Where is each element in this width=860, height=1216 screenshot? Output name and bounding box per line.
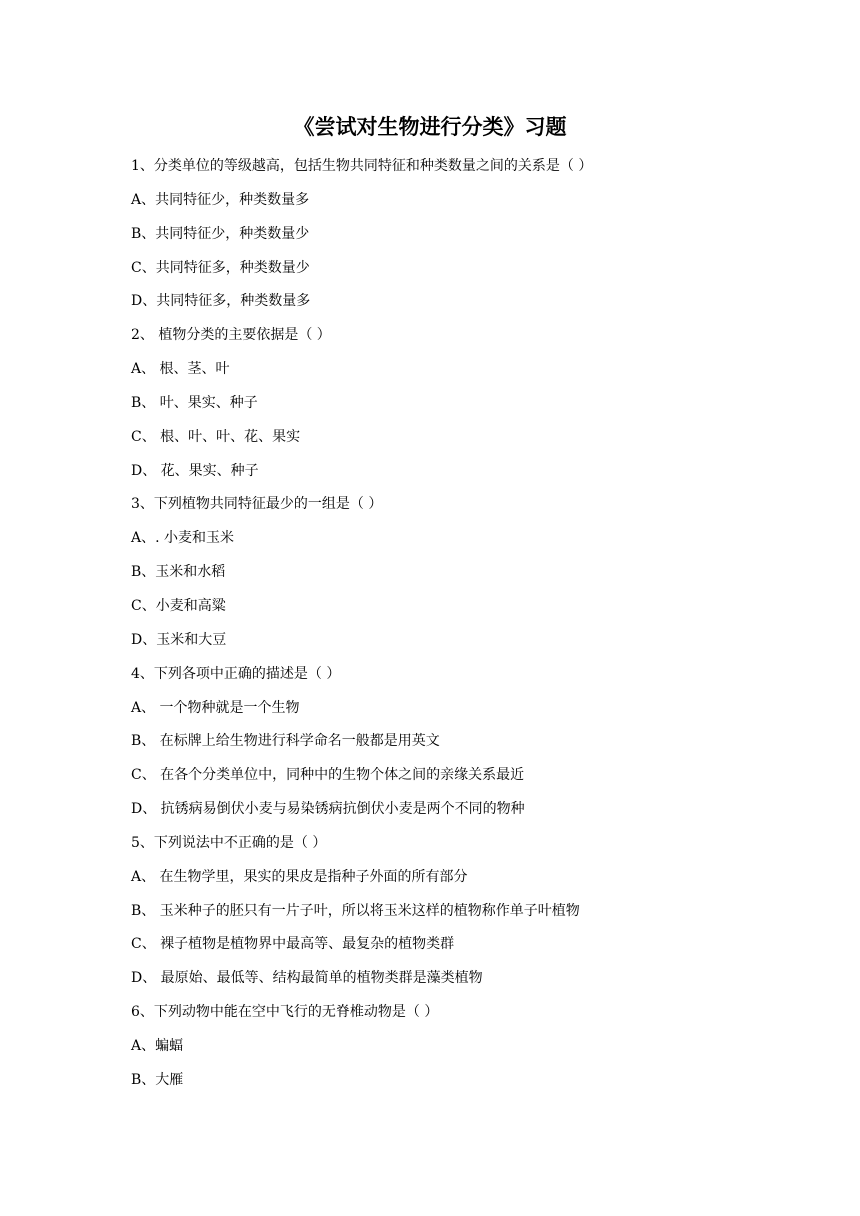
question-6-option-a: A、蝙蝠 bbox=[131, 1037, 184, 1054]
question-4-option-b: B、 在标牌上给生物进行科学命名一般都是用英文 bbox=[131, 733, 440, 750]
question-2-option-d: D、 花、果实、种子 bbox=[131, 462, 259, 479]
question-6-stem: 6、下列动物中能在空中飞行的无脊椎动物是（ ） bbox=[131, 1004, 439, 1021]
question-3-option-c: C、小麦和高粱 bbox=[131, 597, 226, 614]
question-5-option-a: A、 在生物学里，果实的果皮是指种子外面的所有部分 bbox=[131, 868, 468, 885]
question-list bbox=[131, 155, 751, 1103]
question-5-stem: 5、下列说法中不正确的是（ ） bbox=[131, 834, 327, 851]
question-1-option-c: C、共同特征多，种类数量少 bbox=[131, 259, 310, 276]
question-6-option-b: B、大雁 bbox=[131, 1071, 184, 1088]
question-2-option-c: C、 根、叶、叶、花、果实 bbox=[131, 428, 301, 445]
question-1-option-a: A、共同特征少，种类数量多 bbox=[131, 191, 310, 208]
question-3-stem: 3、下列植物共同特征最少的一组是（ ） bbox=[131, 496, 383, 513]
question-1-option-d: D、共同特征多，种类数量多 bbox=[131, 293, 311, 310]
question-5-option-b: B、 玉米种子的胚只有一片子叶，所以将玉米这样的植物称作单子叶植物 bbox=[131, 902, 580, 919]
question-1-option-b: B、共同特征少，种类数量少 bbox=[131, 225, 310, 242]
question-5-option-d: D、 最原始、最低等、结构最简单的植物类群是藻类植物 bbox=[131, 970, 483, 987]
page-title: 《尝试对生物进行分类》习题 bbox=[293, 115, 567, 139]
question-4-option-a: A、 一个物种就是一个生物 bbox=[131, 699, 300, 716]
question-3-option-d: D、玉米和大豆 bbox=[131, 631, 227, 648]
question-4-option-d: D、 抗锈病易倒伏小麦与易染锈病抗倒伏小麦是两个不同的物种 bbox=[131, 801, 525, 818]
question-3-option-a: A、. 小麦和玉米 bbox=[131, 530, 235, 547]
question-2-stem: 2、 植物分类的主要依据是（ ） bbox=[131, 327, 331, 344]
question-4-stem: 4、下列各项中正确的描述是（ ） bbox=[131, 665, 341, 682]
question-2-option-b: B、 叶、果实、种子 bbox=[131, 394, 258, 411]
question-1-stem: 1、分类单位的等级越高，包括生物共同特征和种类数量之间的关系是（ ） bbox=[131, 158, 593, 174]
question-2-option-a: A、 根、茎、叶 bbox=[131, 361, 230, 378]
question-3-option-b: B、玉米和水稻 bbox=[131, 564, 226, 581]
question-5-option-c: C、 裸子植物是植物界中最高等、最复杂的植物类群 bbox=[131, 936, 455, 953]
question-4-option-c: C、 在各个分类单位中，同种中的生物个体之间的亲缘关系最近 bbox=[131, 767, 525, 784]
